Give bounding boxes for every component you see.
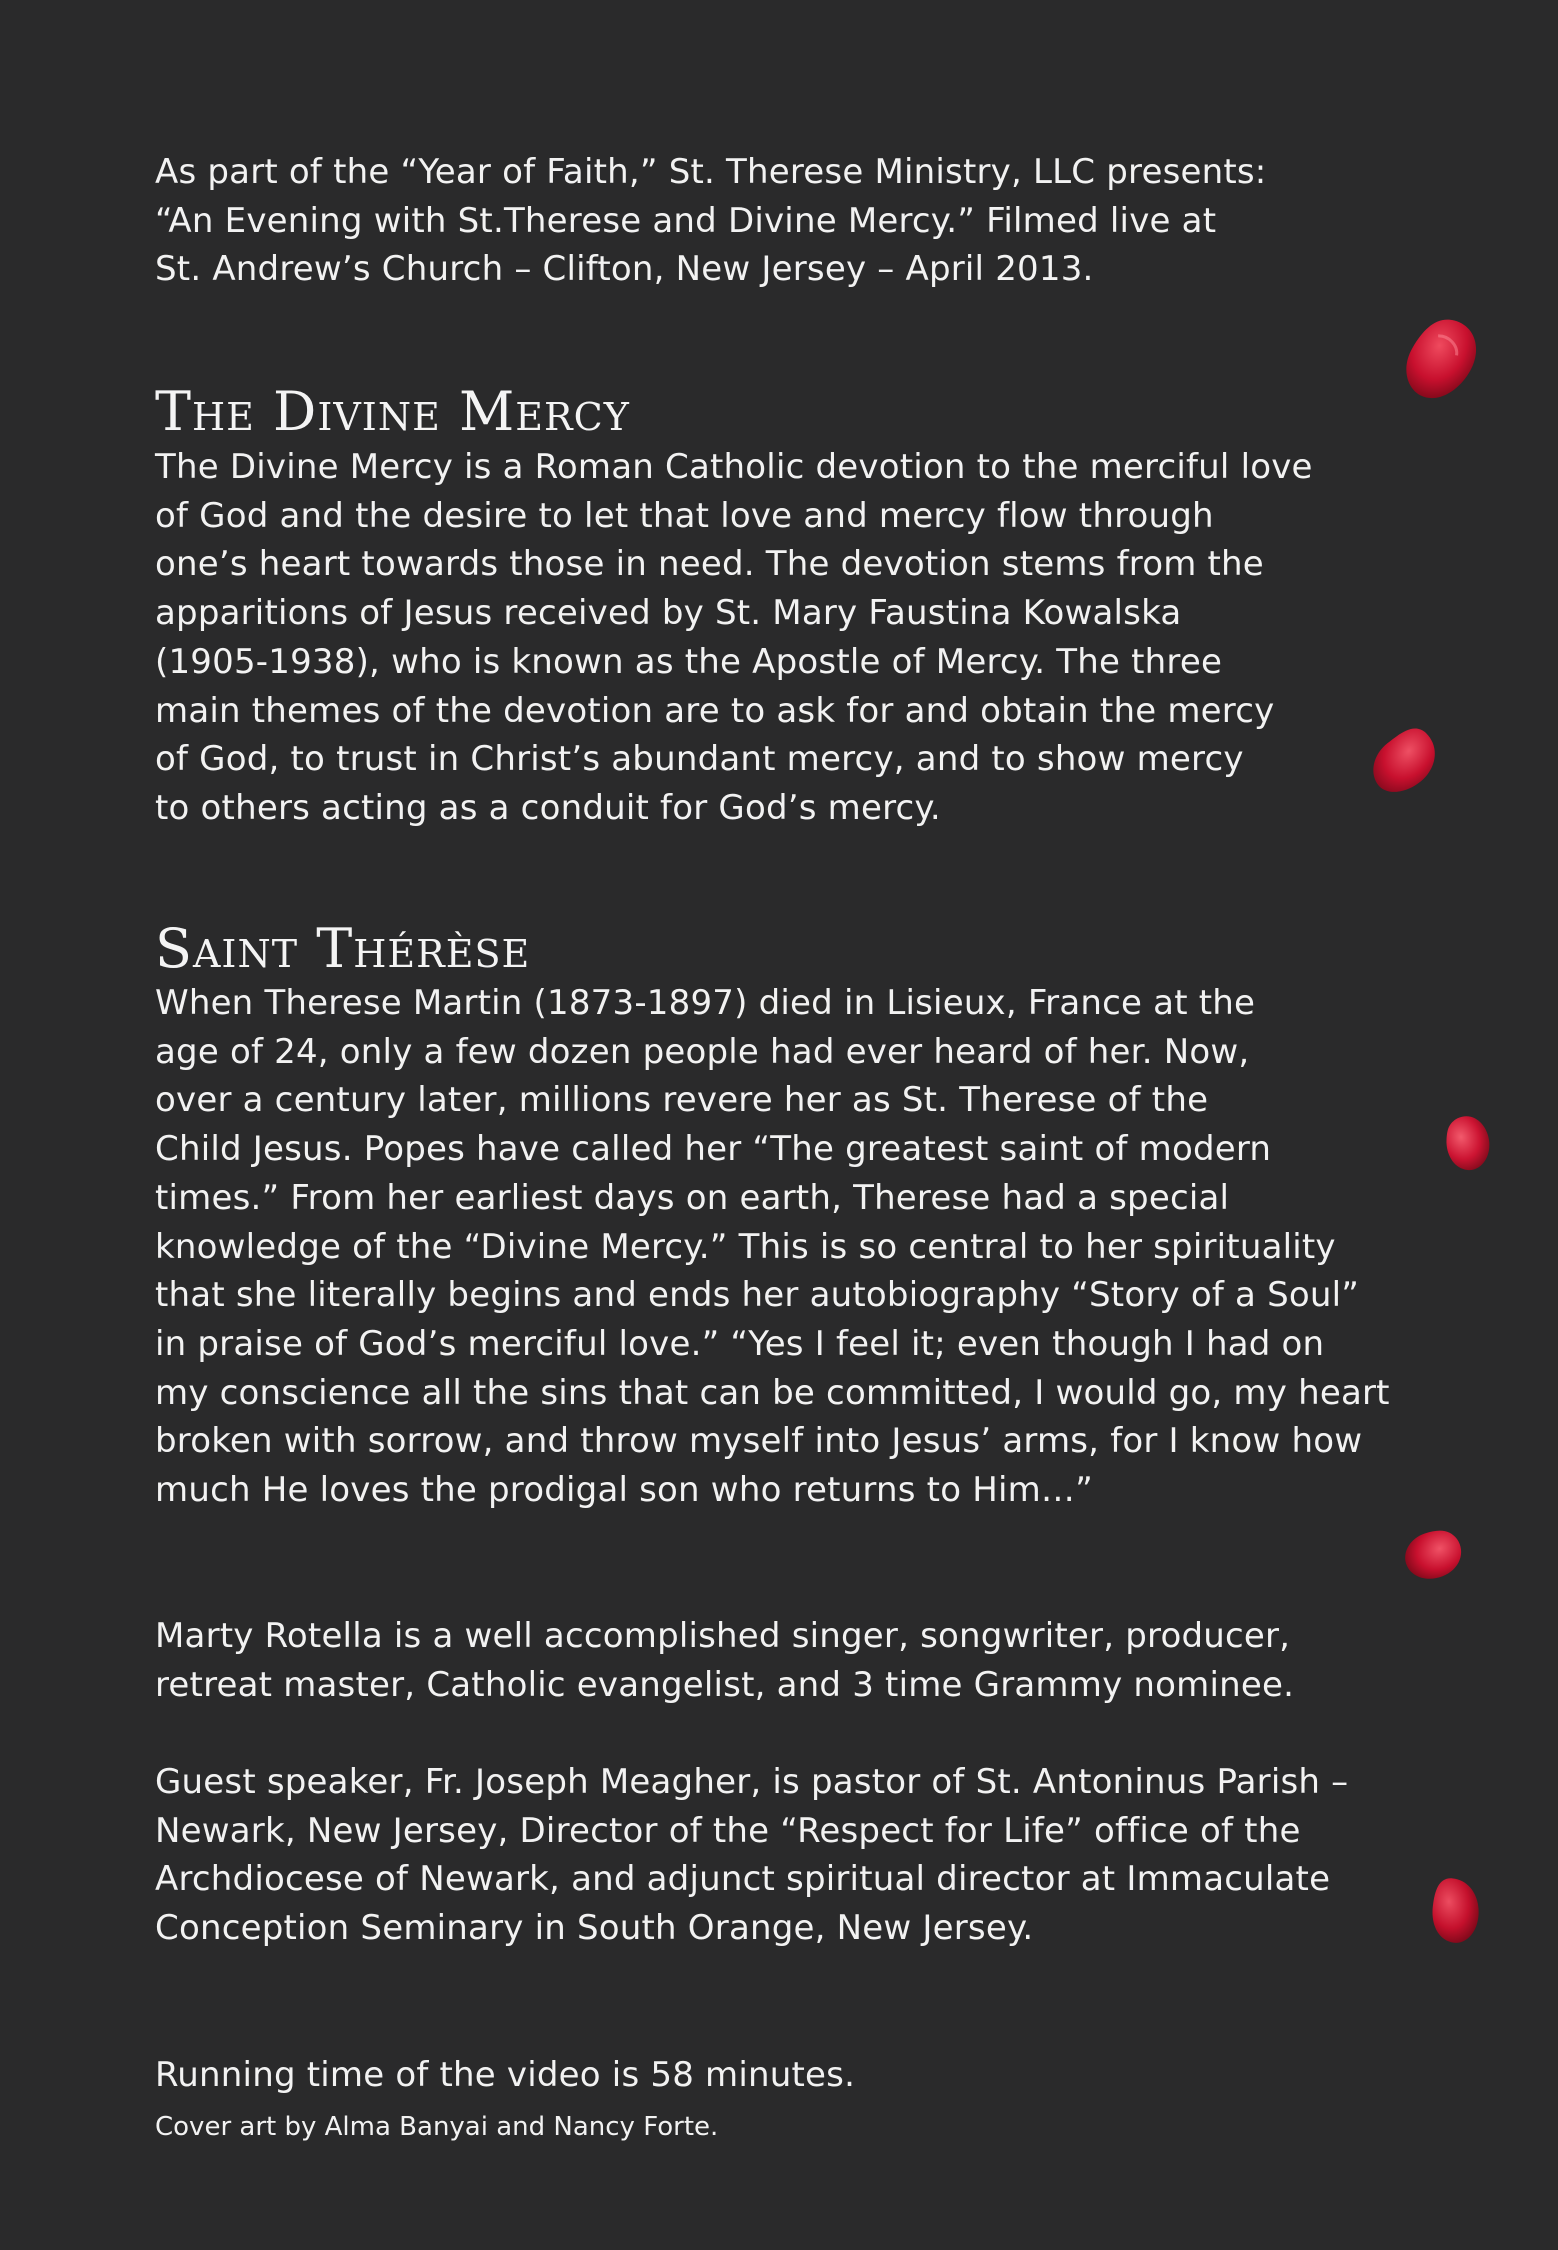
divine-mercy-line: (1905-1938), who is known as the Apostle of Mercy. The three (155, 641, 1223, 682)
divine-mercy-line: The Divine Mercy is a Roman Catholic devotion to the merciful love (155, 447, 1313, 487)
guest-line: Conception Seminary in South Orange, New Jersey. (155, 1908, 1034, 1949)
divine-mercy-paragraph (155, 443, 1313, 833)
saint-therese-paragraph (155, 979, 1390, 1515)
intro-paragraph (155, 148, 1266, 294)
divine-mercy-line: of God, to trust in Christ’s abundant mercy, and to show mercy (155, 739, 1244, 780)
saint-therese-line: knowledge of the “Divine Mercy.” This is so central to her spirituality (155, 1226, 1336, 1267)
rose-petal-icon (1432, 1108, 1502, 1180)
saint-therese-line: my conscience all the sins that can be committed, I would go, my heart (155, 1372, 1390, 1413)
saint-therese-line: Child Jesus. Popes have called her “The greatest saint of modern (155, 1129, 1272, 1170)
saint-therese-line: much He loves the prodigal son who returns to Him…” (155, 1470, 1093, 1511)
cover-art-credit: Cover art by Alma Banyai and Nancy Forte. (155, 2112, 719, 2142)
divine-mercy-line: main themes of the devotion are to ask for and obtain the mercy (155, 690, 1275, 731)
guest-line: Archdiocese of Newark, and adjunct spiritual director at Immaculate (155, 1859, 1331, 1900)
marty-line: retreat master, Catholic evangelist, and 3 time Grammy nominee. (155, 1664, 1295, 1705)
intro-line: “An Evening with St.Therese and Divine Mercy.” Filmed live at (155, 200, 1217, 241)
rose-petal-icon (1400, 310, 1480, 410)
saint-therese-line: in praise of God’s merciful love.” “Yes I feel it; even though I had on (155, 1323, 1325, 1364)
rose-petal-icon (1422, 1872, 1488, 1952)
running-time-line: Running time of the video is 58 minutes. (155, 2055, 856, 2095)
divine-mercy-line: to others acting as a conduit for God’s mercy. (155, 787, 941, 828)
rose-petal-icon (1394, 1518, 1470, 1592)
saint-therese-line: When Therese Martin (1873-1897) died in Lisieux, France at the (155, 983, 1256, 1023)
divine-mercy-line: one’s heart towards those in need. The devotion stems from the (155, 544, 1264, 585)
intro-line: St. Andrew’s Church – Clifton, New Jersey – April 2013. (155, 249, 1094, 290)
rose-petal-icon (1368, 720, 1438, 805)
saint-therese-heading: Saint Thérèse (155, 917, 531, 980)
guest-paragraph (155, 1758, 1348, 1953)
saint-therese-line: over a century later, millions revere her as St. Therese of the (155, 1080, 1209, 1121)
saint-therese-line: that she literally begins and ends her autobiography “Story of a Soul” (155, 1275, 1360, 1316)
running-time (155, 2051, 855, 2100)
saint-therese-line: times.” From her earliest days on earth, Therese had a special (155, 1177, 1230, 1218)
marty-paragraph (155, 1612, 1294, 1709)
saint-therese-line: age of 24, only a few dozen people had ever heard of her. Now, (155, 1031, 1250, 1072)
marty-line: Marty Rotella is a well accomplished singer, songwriter, producer, (155, 1616, 1291, 1656)
saint-therese-line: broken with sorrow, and throw myself into Jesus’ arms, for I know how (155, 1421, 1363, 1462)
divine-mercy-line: of God and the desire to let that love and mercy flow through (155, 495, 1214, 536)
divine-mercy-line: apparitions of Jesus received by St. Mary Faustina Kowalska (155, 593, 1182, 634)
guest-line: Guest speaker, Fr. Joseph Meagher, is pastor of St. Antoninus Parish – (155, 1762, 1349, 1802)
intro-line: As part of the “Year of Faith,” St. Therese Ministry, LLC presents: (155, 152, 1267, 192)
guest-line: Newark, New Jersey, Director of the “Respect for Life” office of the (155, 1810, 1301, 1851)
divine-mercy-heading: The Divine Mercy (155, 380, 630, 443)
